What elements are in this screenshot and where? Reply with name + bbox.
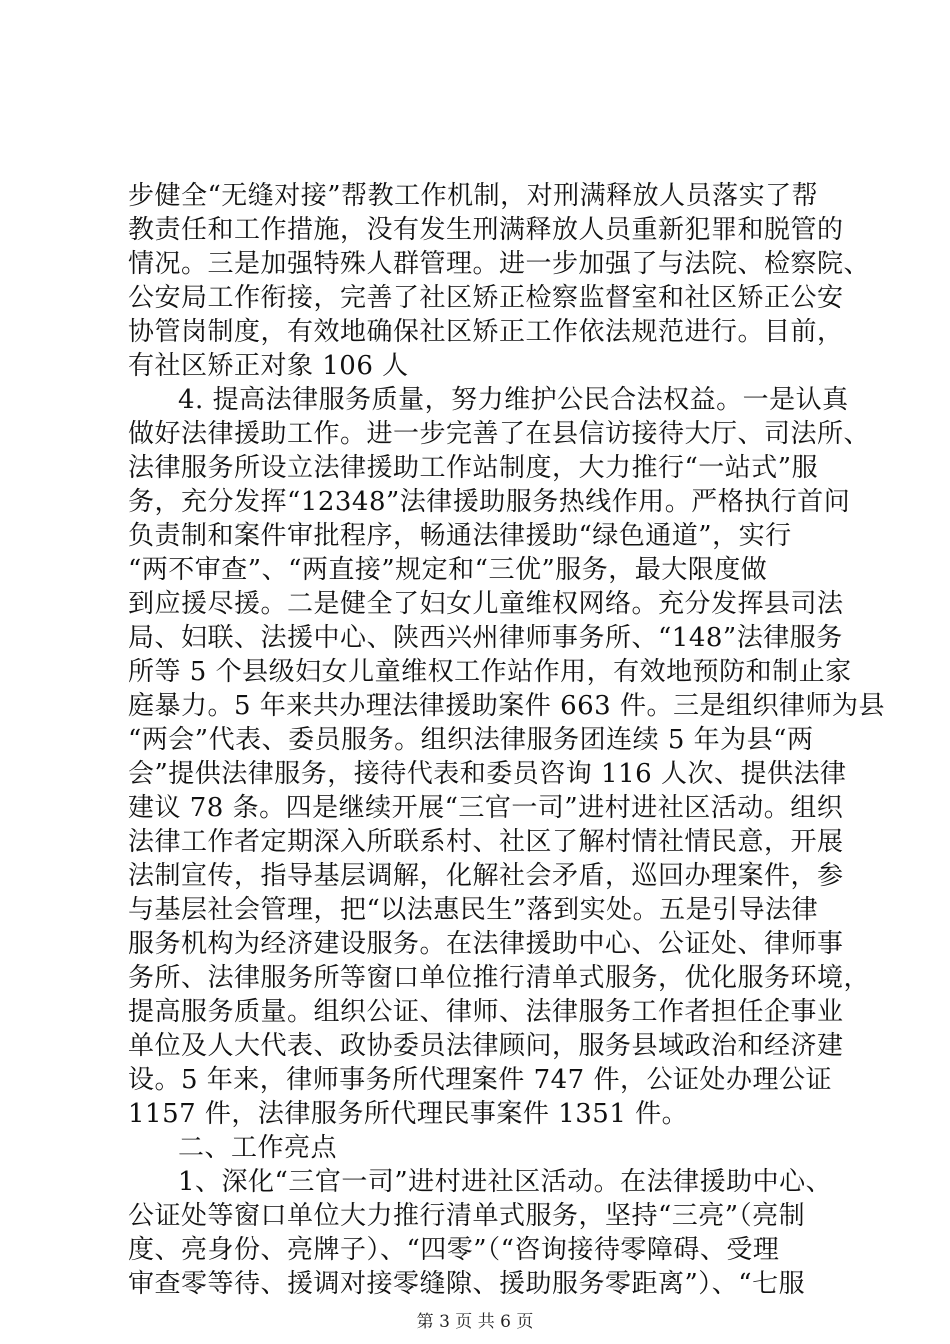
- text-line: 会”提供法律服务，接待代表和委员咨询 116 人次、提供法律: [128, 759, 847, 789]
- text-line: 步健全“无缝对接”帮教工作机制，对刑满释放人员落实了帮: [128, 181, 819, 211]
- text-line: 做好法律援助工作。进一步完善了在县信访接待大厅、司法所、: [128, 419, 871, 449]
- text-line: 1、深化“三官一司”进村进社区活动。在法律援助中心、: [178, 1167, 833, 1197]
- text-line: 与基层社会管理，把“以法惠民生”落到实处。五是引导法律: [128, 895, 819, 925]
- text-line: 1157 件，法律服务所代理民事案件 1351 件。: [128, 1099, 689, 1129]
- text-line: 负责制和案件审批程序，畅通法律援助“绿色通道”，实行: [128, 521, 792, 551]
- text-line: 设。5 年来，律师事务所代理案件 747 件，公证处办理公证: [128, 1065, 832, 1095]
- text-line: 审查零等待、援调对接零缝隙、援助服务零距离”）、“七服: [128, 1269, 806, 1299]
- text-line: “两不审查”、“两直接”规定和“三优”服务，最大限度做: [128, 555, 768, 585]
- text-line: 务，充分发挥“12348”法律援助服务热线作用。严格执行首问: [128, 487, 851, 517]
- text-line: 建议 78 条。四是继续开展“三官一司”进村进社区活动。组织: [128, 793, 844, 823]
- text-line: 教责任和工作措施，没有发生刑满释放人员重新犯罪和脱管的: [128, 215, 844, 245]
- text-line: 到应援尽援。二是健全了妇女儿童维权网络。充分发挥县司法: [128, 589, 844, 619]
- text-line: 4. 提高法律服务质量，努力维护公民合法权益。一是认真: [178, 385, 849, 415]
- text-line: 公安局工作衔接，完善了社区矫正检察监督室和社区矫正公安: [128, 283, 844, 313]
- text-line: 提高服务质量。组织公证、律师、法律服务工作者担任企事业: [128, 997, 844, 1027]
- text-line: 服务机构为经济建设服务。在法律援助中心、公证处、律师事: [128, 929, 844, 959]
- text-line: 公证处等窗口单位大力推行清单式服务，坚持“三亮”（亮制: [128, 1201, 806, 1231]
- text-line: 庭暴力。5 年来共办理法律援助案件 663 件。三是组织律师为县: [128, 691, 885, 721]
- text-line: 所等 5 个县级妇女儿童维权工作站作用，有效地预防和制止家: [128, 657, 852, 687]
- text-line: 度、亮身份、亮牌子）、“四零”（“咨询接待零障碍、受理: [128, 1235, 780, 1265]
- text-line: 务所、法律服务所等窗口单位推行清单式服务，优化服务环境，: [128, 963, 871, 993]
- text-line: 协管岗制度，有效地确保社区矫正工作依法规范进行。目前，: [128, 317, 844, 347]
- text-line: 有社区矫正对象 106 人: [128, 351, 409, 381]
- page-number-footer: 第 3 页 共 6 页: [416, 1312, 534, 1332]
- text-line: 情况。三是加强特殊人群管理。进一步加强了与法院、检察院、: [128, 249, 871, 279]
- section-heading: 二、工作亮点: [178, 1133, 338, 1163]
- text-line: “两会”代表、委员服务。组织法律服务团连续 5 年为县“两: [128, 725, 814, 755]
- text-line: 法律服务所设立法律援助工作站制度，大力推行“一站式”服: [128, 453, 819, 483]
- text-line: 法律工作者定期深入所联系村、社区了解村情社情民意，开展: [128, 827, 844, 857]
- text-line: 单位及人大代表、政协委员法律顾问，服务县域政治和经济建: [128, 1031, 844, 1061]
- text-line: 法制宣传，指导基层调解，化解社会矛盾，巡回办理案件，参: [128, 861, 844, 891]
- text-line: 局、妇联、法援中心、陕西兴州律师事务所、“148”法律服务: [128, 623, 843, 653]
